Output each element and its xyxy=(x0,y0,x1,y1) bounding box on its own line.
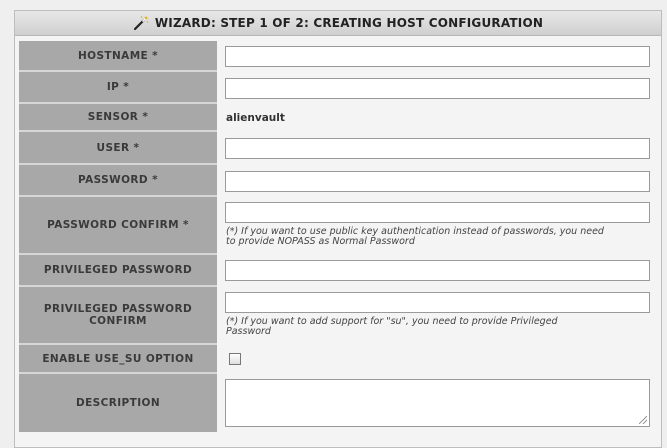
magic-wand-icon xyxy=(133,15,149,31)
wizard-title-bar xyxy=(15,11,661,36)
ip-label: IP * xyxy=(19,72,217,104)
resize-grip-icon[interactable] xyxy=(639,416,647,424)
ip-input[interactable] xyxy=(225,78,650,99)
wizard-title: WIZARD: STEP 1 OF 2: CREATING HOST CONFIGURATION xyxy=(154,16,544,30)
enable-use-su-checkbox[interactable] xyxy=(229,353,241,365)
su-hint-line-2: Password xyxy=(226,326,271,337)
wizard-panel xyxy=(14,10,662,448)
hostname-input[interactable] xyxy=(225,46,650,67)
sensor-value: alienvault xyxy=(226,112,285,124)
privileged-password-confirm-label: PRIVILEGED PASSWORD CONFIRM xyxy=(19,287,217,345)
privileged-password-input[interactable] xyxy=(225,260,650,281)
password-input[interactable] xyxy=(225,171,650,192)
user-label: USER * xyxy=(19,132,217,165)
user-input[interactable] xyxy=(225,138,650,159)
password-label: PASSWORD * xyxy=(19,165,217,197)
nopass-hint-line-2: to provide NOPASS as Normal Password xyxy=(226,236,415,247)
privileged-password-confirm-input[interactable] xyxy=(225,292,650,313)
description-label: DESCRIPTION xyxy=(19,374,217,432)
description-textarea[interactable] xyxy=(225,379,650,427)
su-hint-line-1: (*) If you want to add support for "su", you need to provide Privileged xyxy=(226,316,558,327)
enable-use-su-label: ENABLE USE_SU OPTION xyxy=(19,345,217,374)
password-confirm-label: PASSWORD CONFIRM * xyxy=(19,197,217,255)
hostname-label: HOSTNAME * xyxy=(19,41,217,72)
sensor-label: SENSOR * xyxy=(19,104,217,132)
su-hint xyxy=(226,317,626,337)
nopass-hint-line-1: (*) If you want to use public key authentication instead of passwords, you need xyxy=(226,226,604,237)
nopass-hint xyxy=(226,227,626,247)
privileged-password-label: PRIVILEGED PASSWORD xyxy=(19,255,217,287)
password-confirm-input[interactable] xyxy=(225,202,650,223)
